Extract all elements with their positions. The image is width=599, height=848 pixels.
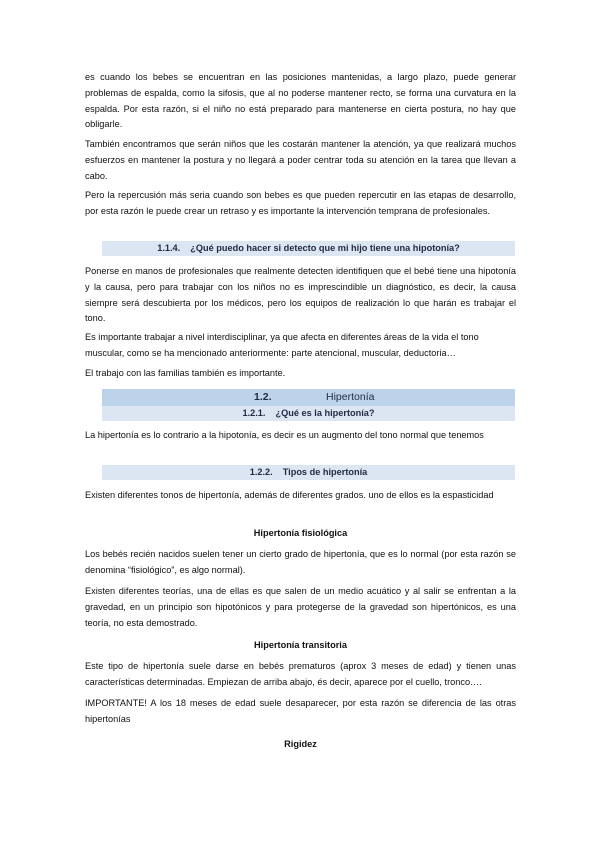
paragraph-5: Es importante trabajar a nivel interdisciplinar, ya que afecta en diferentes áreas de la vida el tono muscular, como se ha mencionado anteriormente: parte atencional, muscular, deductoria… <box>85 332 479 358</box>
paragraph-2: También encontramos que serán niños que les costarán mantener la atención, ya que realizará muchos esfuerzos en mantener la postura y no llegará a poder centrar toda su atención en la tarea que llevan a cabo. <box>85 139 516 181</box>
paragraph-9: Los bebés recién nacidos suelen tener un cierto grado de hipertonía, que es lo normal (por esta razón se denomina “fisiológico”, es algo normal). <box>85 549 516 575</box>
section-title: Tipos de hipertonía <box>282 467 368 477</box>
paragraph-8: Existen diferentes tonos de hipertonía, además de diferentes grados. uno de ellos es la espasticidad <box>85 490 494 500</box>
section-number: 1.2.1. <box>242 408 266 418</box>
section-heading-1-1-4 <box>102 241 515 256</box>
section-number: 1.2. <box>254 391 272 403</box>
section-heading-1-2 <box>102 389 515 406</box>
section-heading-1-2-2 <box>102 465 515 480</box>
subheading-hipertonia-transitoria: Hipertonía transitoria <box>254 640 347 650</box>
subheading-hipertonia-fisiologica: Hipertonía fisiológica <box>253 528 348 538</box>
section-number: 1.2.2. <box>249 467 273 477</box>
section-title: ¿Qué es la hipertonía? <box>275 408 375 418</box>
paragraph-6: El trabajo con las familias también es importante. <box>85 368 286 378</box>
section-title: ¿Qué puedo hacer si detecto que mi hijo tiene una hipotonía? <box>190 243 460 253</box>
paragraph-7: La hipertonía es lo contrario a la hipotonía, es decir es un augmento del tono normal que tenemos <box>85 430 484 440</box>
section-heading-1-2-1 <box>102 406 515 421</box>
paragraph-11: Este tipo de hipertonía suele darse en bebés prematuros (aprox 3 meses de edad) y tienen unas características determinadas. Empiezan de arriba abajo, és decir, aparece por el cuello, tronco…. <box>85 661 516 687</box>
paragraph-1: es cuando los bebes se encuentran en las posiciones mantenidas, a largo plazo, puede generar problemas de espalda, como la sifosis, que al no poderse mantener recto, se forma una curvatura en la espalda. Por esta razón, si el niño no está preparado para mantenerse en cierta postura, no hay que obligarle. <box>85 72 516 130</box>
section-title: Hipertonía <box>326 391 375 403</box>
paragraph-10: Existen diferentes teorías, una de ellas es que salen de un medio acuático y al salir se enfrentan a la gravedad, en un principio son hipotónicos y para protegerse de la gravedad son hipertónicos, es una teoría, no esta demostrado. <box>85 586 516 628</box>
section-number: 1.1.4. <box>157 243 181 253</box>
paragraph-3: Pero la repercusión más seria cuando son bebes es que pueden repercutir en las etapas de desarrollo, por esta razón le puede crear un retraso y es importante la intervención temprana de profesionales. <box>85 190 516 216</box>
paragraph-4: Ponerse en manos de profesionales que realmente detecten identifiquen que el bebé tiene una hipotonía y la causa, pero para trabajar con los niños no es imprescindible un diagnóstico, es decir, la causa siempre será descubierta por los médicos, pero los equipos de realización lo que harán es trabajar el tono. <box>85 266 516 324</box>
subheading-rigidez: Rigidez <box>284 739 317 749</box>
paragraph-12: IMPORTANTE! A los 18 meses de edad suele desaparecer, por esta razón se diferencia de las otras hipertonías <box>85 698 516 724</box>
